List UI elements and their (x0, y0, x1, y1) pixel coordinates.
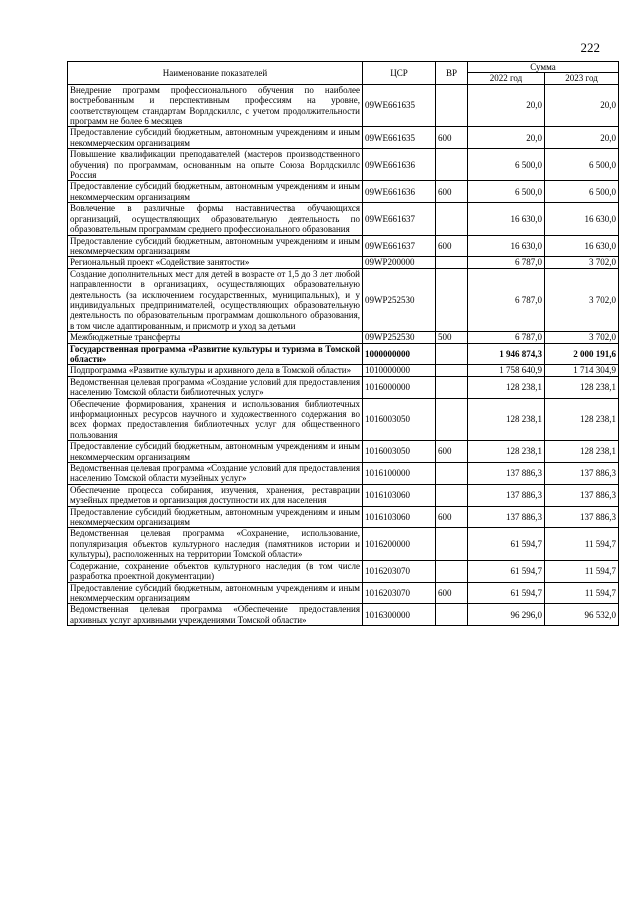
table-row (68, 332, 619, 343)
row-code: 1016203070 (363, 582, 436, 604)
row-name: Предоставление субсидий бюджетным, автономным учреждениям и иным некоммерческим организациям (68, 127, 363, 149)
row-vr (436, 343, 468, 365)
row-vr: 600 (436, 181, 468, 203)
row-vr: 600 (436, 506, 468, 528)
table-row (68, 484, 619, 506)
row-sum-2023: 11 594,7 (545, 560, 619, 582)
row-sum-2023: 3 702,0 (545, 257, 619, 268)
row-vr (436, 484, 468, 506)
row-sum-2022: 128 238,1 (468, 441, 545, 463)
row-sum-2022: 6 500,0 (468, 181, 545, 203)
row-code: 1016103060 (363, 484, 436, 506)
row-sum-2023: 6 500,0 (545, 149, 619, 181)
row-sum-2023: 137 886,3 (545, 506, 619, 528)
table-row (68, 181, 619, 203)
table-row (68, 268, 619, 331)
budget-table (67, 61, 619, 626)
row-sum-2022: 61 594,7 (468, 528, 545, 560)
row-name: Внедрение программ профессионального обучения по наиболее востребованным и перспективным профессиям на уровне, соответствующем стандартам Ворлдскиллс, с учетом продолжительности программ не более 6 месяцев (68, 84, 363, 127)
row-code: 1016200000 (363, 528, 436, 560)
row-name: Предоставление субсидий бюджетным, автономным учреждениям и иным некоммерческим организациям (68, 181, 363, 203)
table-row (68, 127, 619, 149)
row-name: Межбюджетные трансферты (68, 332, 363, 343)
row-sum-2023: 128 238,1 (545, 441, 619, 463)
row-vr (436, 560, 468, 582)
table-row (68, 203, 619, 235)
row-name: Ведомственная целевая программа «Создание условий для предоставления населению Томской области библиотечных услуг» (68, 376, 363, 398)
row-name: Государственная программа «Развитие культуры и туризма в Томской области» (68, 343, 363, 365)
table-row (68, 84, 619, 127)
row-name: Предоставление субсидий бюджетным, автономным учреждениям и иным некоммерческим организациям (68, 235, 363, 257)
header-year-2022: 2022 год (468, 73, 545, 84)
row-sum-2022: 1 946 874,3 (468, 343, 545, 365)
row-name: Подпрограмма «Развитие культуры и архивного дела в Томской области» (68, 365, 363, 376)
row-sum-2022: 137 886,3 (468, 463, 545, 485)
row-name: Повышение квалификации преподавателей (мастеров производственного обучения) по программам, основанным на опыте Союза Ворлдскиллс Россия (68, 149, 363, 181)
row-code: 1010000000 (363, 365, 436, 376)
table-row (68, 149, 619, 181)
row-code: 09WE661637 (363, 235, 436, 257)
table-row (68, 235, 619, 257)
table-row (68, 506, 619, 528)
row-name: Предоставление субсидий бюджетным, автономным учреждениям и иным некоммерческим организациям (68, 582, 363, 604)
row-vr (436, 257, 468, 268)
row-vr: 600 (436, 582, 468, 604)
row-sum-2023: 11 594,7 (545, 582, 619, 604)
table-row (68, 257, 619, 268)
row-sum-2022: 20,0 (468, 127, 545, 149)
row-vr: 600 (436, 235, 468, 257)
row-vr (436, 528, 468, 560)
row-sum-2022: 61 594,7 (468, 560, 545, 582)
table-row (68, 343, 619, 365)
row-sum-2023: 137 886,3 (545, 463, 619, 485)
row-name: Ведомственная целевая программа «Сохранение, использование, популяризация объектов культурного наследия (памятников истории и культуры), расположенных на территории Томской области» (68, 528, 363, 560)
row-code: 1016003050 (363, 398, 436, 441)
row-vr (436, 463, 468, 485)
row-sum-2023: 16 630,0 (545, 203, 619, 235)
row-vr (436, 376, 468, 398)
table-row (68, 376, 619, 398)
row-sum-2022: 20,0 (468, 84, 545, 127)
table-body (68, 84, 619, 625)
row-sum-2022: 6 787,0 (468, 268, 545, 331)
row-vr: 600 (436, 127, 468, 149)
row-code: 1016100000 (363, 463, 436, 485)
row-sum-2023: 2 000 191,6 (545, 343, 619, 365)
row-code: 1016103060 (363, 506, 436, 528)
row-sum-2023: 11 594,7 (545, 528, 619, 560)
row-sum-2022: 137 886,3 (468, 506, 545, 528)
row-sum-2022: 96 296,0 (468, 604, 545, 626)
row-sum-2022: 6 787,0 (468, 257, 545, 268)
header-vr: ВР (436, 62, 468, 85)
row-code: 09WE661635 (363, 84, 436, 127)
row-code: 1000000000 (363, 343, 436, 365)
row-name: Содержание, сохранение объектов культурного наследия (в том числе разработка проектной документации) (68, 560, 363, 582)
row-code: 1016300000 (363, 604, 436, 626)
row-sum-2022: 1 758 640,9 (468, 365, 545, 376)
row-sum-2023: 128 238,1 (545, 376, 619, 398)
row-code: 1016000000 (363, 376, 436, 398)
header-sum: Сумма (468, 62, 619, 73)
row-sum-2022: 137 886,3 (468, 484, 545, 506)
row-vr (436, 365, 468, 376)
table-header (68, 62, 619, 85)
table-row (68, 463, 619, 485)
row-code: 09WP252530 (363, 332, 436, 343)
row-vr (436, 398, 468, 441)
row-code: 09WE661636 (363, 149, 436, 181)
page-number: 222 (580, 40, 600, 55)
row-code: 09WP252530 (363, 268, 436, 331)
row-name: Региональный проект «Содействие занятости» (68, 257, 363, 268)
row-name: Предоставление субсидий бюджетным, автономным учреждениям и иным некоммерческим организациям (68, 506, 363, 528)
row-vr (436, 268, 468, 331)
table-row (68, 582, 619, 604)
row-code: 1016003050 (363, 441, 436, 463)
row-sum-2022: 16 630,0 (468, 203, 545, 235)
row-code: 1016203070 (363, 560, 436, 582)
row-name: Вовлечение в различные формы наставничества обучающихся организаций, осуществляющих образовательную деятельность по образовательным программам среднего профессионального образования (68, 203, 363, 235)
row-sum-2023: 20,0 (545, 127, 619, 149)
row-sum-2022: 6 500,0 (468, 149, 545, 181)
row-sum-2023: 96 532,0 (545, 604, 619, 626)
table-row (68, 398, 619, 441)
row-sum-2022: 128 238,1 (468, 376, 545, 398)
row-sum-2023: 3 702,0 (545, 268, 619, 331)
row-vr (436, 604, 468, 626)
row-vr (436, 84, 468, 127)
table-row (68, 365, 619, 376)
row-vr: 500 (436, 332, 468, 343)
row-sum-2023: 20,0 (545, 84, 619, 127)
row-sum-2022: 6 787,0 (468, 332, 545, 343)
row-sum-2022: 16 630,0 (468, 235, 545, 257)
row-sum-2023: 6 500,0 (545, 181, 619, 203)
table-row (68, 560, 619, 582)
row-vr (436, 203, 468, 235)
row-sum-2022: 61 594,7 (468, 582, 545, 604)
row-code: 09WE661636 (363, 181, 436, 203)
row-name: Предоставление субсидий бюджетным, автономным учреждениям и иным некоммерческим организациям (68, 441, 363, 463)
table-row (68, 528, 619, 560)
header-csr: ЦСР (363, 62, 436, 85)
table-row (68, 441, 619, 463)
row-name: Обеспечение процесса собирания, изучения, хранения, реставрации музейных предметов и организация доступности их для населения (68, 484, 363, 506)
row-sum-2023: 128 238,1 (545, 398, 619, 441)
row-sum-2023: 3 702,0 (545, 332, 619, 343)
row-code: 09WE661635 (363, 127, 436, 149)
row-name: Создание дополнительных мест для детей в возрасте от 1,5 до 3 лет любой направленности в организациях, осуществляющих образовательную деятельность (за исключением государственных, муниципальных), и у индивидуальных предпринимателей, осуществляющих образовательную деятельность по образовательным программам дошкольного образования, в том числе адаптированным, и присмотр и уход за детьми (68, 268, 363, 331)
table-row (68, 604, 619, 626)
row-sum-2023: 137 886,3 (545, 484, 619, 506)
row-name: Ведомственная целевая программа «Обеспечение предоставления архивных услуг архивными учреждениями Томской области» (68, 604, 363, 626)
row-sum-2023: 16 630,0 (545, 235, 619, 257)
row-sum-2022: 128 238,1 (468, 398, 545, 441)
header-name: Наименование показателей (68, 62, 363, 85)
row-name: Обеспечение формирования, хранения и использования библиотечных информационных ресурсов научного и художественного содержания во всех формах предоставления библиотечных услуг для общественного пользования (68, 398, 363, 441)
row-vr (436, 149, 468, 181)
row-vr: 600 (436, 441, 468, 463)
row-code: 09WE661637 (363, 203, 436, 235)
row-name: Ведомственная целевая программа «Создание условий для предоставления населению Томской области музейных услуг» (68, 463, 363, 485)
header-year-2023: 2023 год (545, 73, 619, 84)
row-sum-2023: 1 714 304,9 (545, 365, 619, 376)
row-code: 09WP200000 (363, 257, 436, 268)
